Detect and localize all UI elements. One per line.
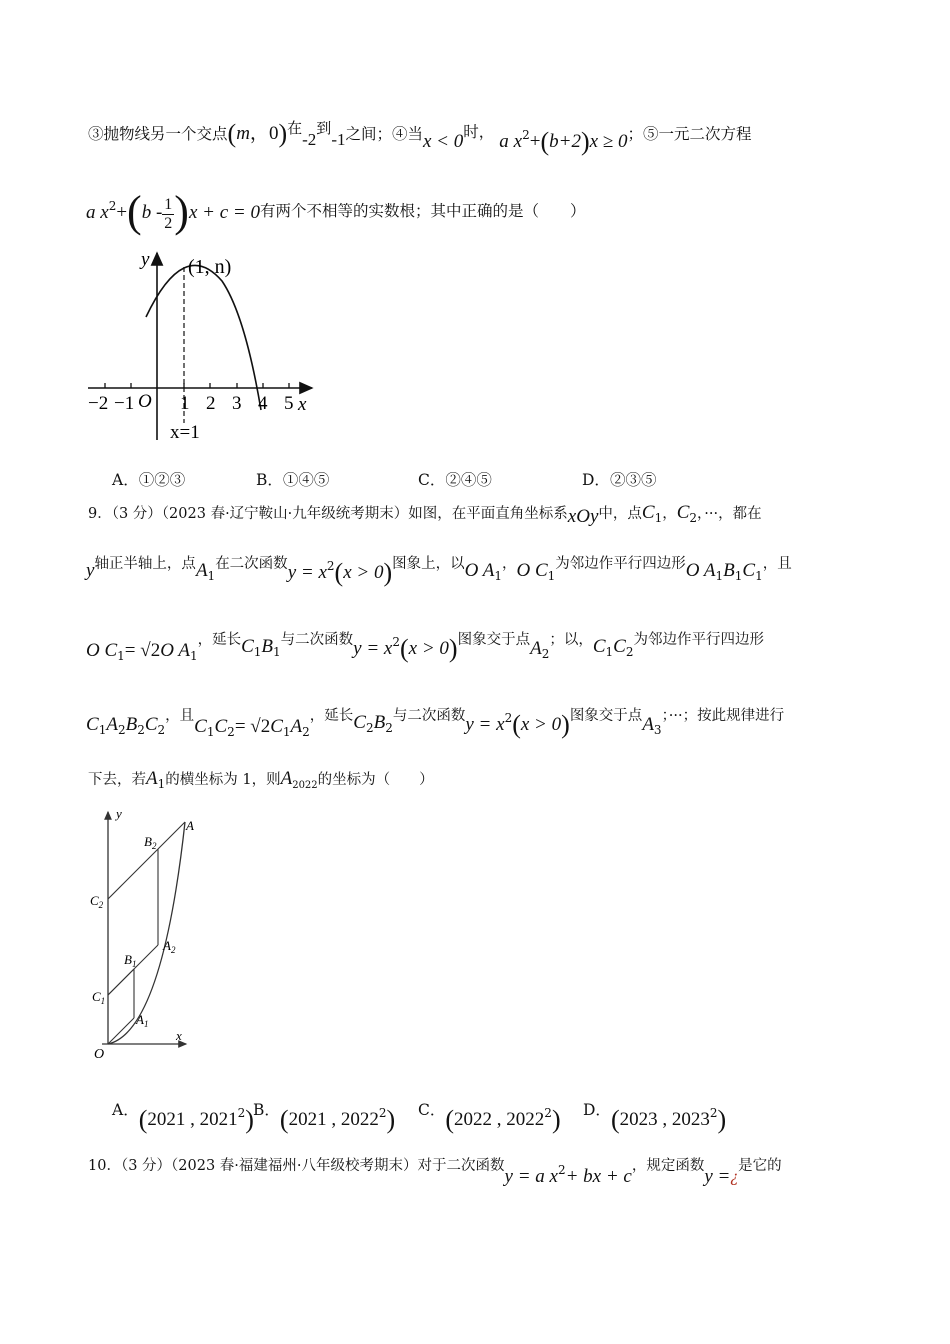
tick-label: 3 [232, 393, 242, 414]
q8-inequality: a $x^2+(b+2)x \ge 0$ [499, 127, 628, 156]
origin-label: O [138, 391, 152, 412]
q9-line-5: 下去，若$A_1$的横坐标为 1，则$A_{2022}$的坐标为（ ） [88, 768, 434, 791]
tick-label: −2 [88, 393, 109, 414]
label-c1: $C_1$ [92, 989, 106, 1006]
q8-option-b[interactable]: B．①④⑤ [256, 471, 330, 489]
q9-option-d[interactable]: D．(2023 , 2023$^2$) [583, 1101, 727, 1134]
q8-line-1: ③抛物线另一个交点(m，$0)^在-2^到-1$之间；④当x < 0时， a $x^2+(b+2)x \ge 0$；⑤一元二次方程 [88, 118, 752, 156]
q8-parabola-graph [80, 245, 330, 445]
label-b1: $B_1$ [124, 952, 137, 969]
y-axis-label: y [141, 249, 150, 270]
q8-line-2: a $x^2+(b$ - $\frac{1}{2}$ )x + c = 0有两个不相等的实数根；其中正确的是（ ） [86, 187, 586, 236]
q8-statement-3: ③抛物线另一个交点 [88, 125, 228, 143]
y-axis-label: y [116, 806, 122, 821]
parabola-curve [108, 822, 185, 1044]
tick-label: 4 [258, 393, 268, 414]
fraction-half: $\frac{1}{2}$ [164, 195, 173, 232]
q10-line-1: 10．（3 分）（2023 春·福建福州·八年级校考期末）对于二次函数y = a $x^2+$ bx + c，规定函数y =¿是它的 [88, 1158, 782, 1187]
q9-line-2: y轴正半轴上，点$A_1$在二次函数$y = x^2(x > 0)$图象上，以O $A_1$，O $C_1$为邻边作平行四边形O $A_1B_1C_1$，且 [86, 556, 792, 587]
origin-label: O [94, 1047, 105, 1062]
label-a3: A [186, 818, 194, 833]
tick-label: −1 [114, 393, 135, 414]
q9-option-b[interactable]: B．(2021 , 2022$^2$) [253, 1101, 396, 1134]
x-axis-label: x [176, 1028, 182, 1043]
label-a2: $A_2$ [163, 938, 176, 955]
x-axis-label: x [298, 394, 307, 415]
q8-option-d[interactable]: D．②③⑤ [582, 471, 657, 489]
tick-label: 2 [206, 393, 216, 414]
parallelogram-lines [108, 822, 185, 1044]
label-b2: $B_2$ [144, 834, 157, 851]
q9-option-c[interactable]: C．(2022 , 2022$^2$) [418, 1101, 561, 1134]
q9-line-4: $C_1A_2B_2C_2$，且$C_1C_2= √2C_1A_2$，延长$C_2B_2$与二次函数$y = x^2(x > 0)$图象交于点$A_3$；···；按此规律进行 [86, 708, 785, 739]
q9-line-3: O $C_1= √2O$ $A_1$，延长$C_1B_1$与二次函数$y = x^2(x > 0)$图象交于点$A_2$；以，$C_1C_2$为邻边作平行四边形 [86, 632, 764, 663]
q9-parallelogram-graph [88, 802, 208, 1062]
tick-label: 5 [284, 393, 294, 414]
symmetry-label: x=1 [170, 422, 200, 443]
tick-label: 1 [180, 393, 190, 414]
q9-option-a[interactable]: A．(2021 , 2021$^2$) [112, 1101, 254, 1134]
q8-option-c[interactable]: C．②④⑤ [418, 471, 492, 489]
label-a1: $A_1$ [136, 1012, 149, 1029]
q9-line-1: 9．（3 分）（2023 春·辽宁鞍山·九年级统考期末）如图，在平面直角坐标系xOy中，点$C_1$，$C_2$，···，都在 [88, 502, 762, 527]
q8-option-a[interactable]: A．①②③ [112, 471, 186, 489]
label-c2: $C_2$ [90, 893, 104, 910]
vertex-label: (1, n) [188, 256, 232, 278]
